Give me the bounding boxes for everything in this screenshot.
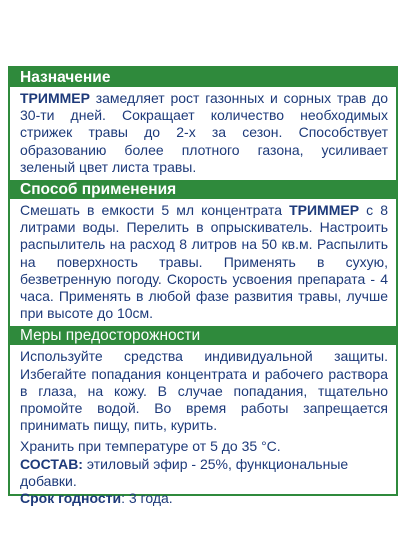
brand-name: ТРИММЕР (289, 202, 360, 219)
usage-paragraph (20, 202, 388, 322)
section-body-purpose (10, 87, 396, 180)
shelf-life-label: Срок годности (20, 490, 122, 507)
section-body-usage (10, 199, 396, 326)
brand-name: ТРИММЕР (20, 90, 90, 106)
label-footer-info (10, 438, 396, 511)
composition-line (20, 456, 388, 490)
section-body-precautions (10, 345, 396, 438)
section-heading-usage: Способ применения (10, 180, 396, 199)
composition-label: СОСТАВ: (20, 455, 83, 472)
precautions-paragraph: Используйте средства индивидуальной защиты. Избегайте попадания концентрата и рабочего раствора в глаза, на кожу. В случае попадания, тщательно промойте водой. Во время работы запрещается принимать пищу, пить, курить. (20, 348, 388, 434)
shelf-life-line (20, 490, 388, 507)
usage-text-before: Смешать в емкости 5 мл концентрата (20, 202, 290, 219)
usage-text-after: с 8 литрами воды. Перелить в опрыскиватель. Настроить распылитель на расход 8 литров на 50 кв.м. Распылить на поверхность травы. Применять в сухую, безветренную погоду. Скорость усвоения препарата - 4 часа. Применять в любой фазе развития травы, лучше при высоте до 10см. (20, 202, 388, 322)
product-label (8, 66, 398, 507)
composition-text: этиловый эфир - 25%, функциональные добавки. (20, 455, 349, 489)
purpose-text: замедляет рост газонных и сорных трав до 30-ти дней. Сокращает количество необходимых стрижек травы до 2-х за сезон. Способствует образованию более плотного газона, усиливает зеленый цвет листа травы. (20, 90, 388, 175)
section-heading-precautions: Меры предосторожности (10, 326, 396, 345)
purpose-paragraph (20, 90, 388, 176)
section-heading-purpose: Назначение (10, 68, 396, 87)
storage-conditions: Хранить при температуре от 5 до 35 °С. (20, 438, 281, 455)
shelf-life-text: : 3 года. (121, 490, 173, 507)
